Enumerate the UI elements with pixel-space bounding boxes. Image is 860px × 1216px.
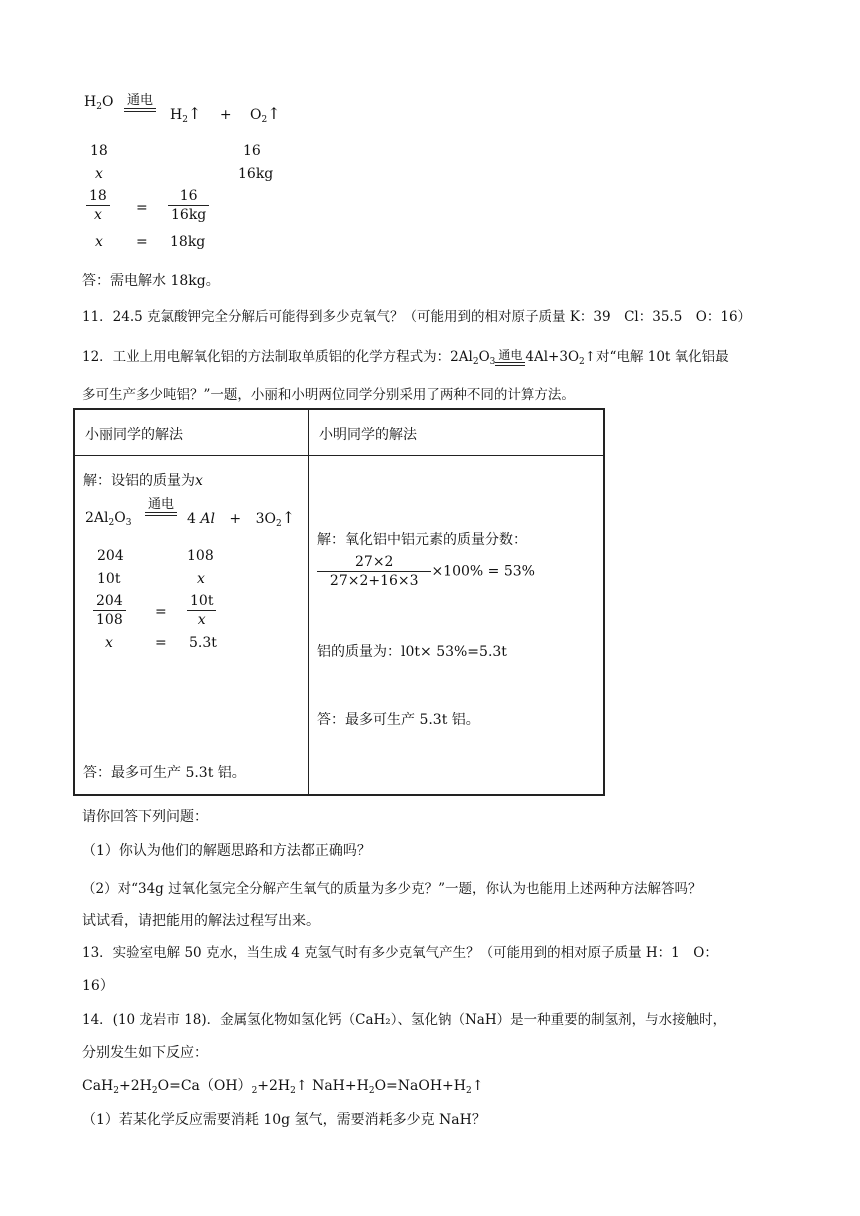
sub-question-2b: 试试看，请把能用的解法过程写出来。 [82, 913, 320, 929]
right-intro: 解：氧化铝中铝元素的质量分数： [317, 531, 527, 548]
question-14-line1: 14．(10 龙岩市 18)．金属氢化物如氢化钙（CaH₂）、氢化钠（NaH）是一种重要的制氢剂，与水接触时， [82, 1012, 727, 1028]
result-eq: = [136, 234, 148, 250]
prompt: 请你回答下列问题： [82, 809, 208, 825]
left-intro: 解：设铝的质量为x [83, 472, 203, 489]
right-mass: 铝的质量为：l0t× 53%=5.3t [317, 643, 507, 660]
left-m2: 108 [187, 547, 214, 564]
question-12-line1: 12．工业上用电解氧化铝的方法制取单质铝的化学方程式为：$2Al_2O_3$ 通电 $4Al+3O_2↑$对“电解 10t 氧化铝最 [82, 348, 729, 367]
question-13-line1: 13．实验室电解 50 克水，当生成 4 克氢气时有多少克氧气产生？（可能用到的相对原子质量 H：1 O： [82, 945, 718, 961]
result-var: x [95, 234, 103, 250]
left-v1: 10t [97, 570, 121, 587]
top-equation [84, 94, 113, 112]
solution-table [73, 408, 605, 796]
left-equation-products: 4 $Al + 3O_2↑$ [187, 507, 296, 529]
left-answer: 答：最多可生产 5.3t 铝。 [83, 764, 246, 781]
var-right: 16kg [238, 166, 274, 182]
left-ratio-eq: = [155, 603, 167, 620]
right-solution [309, 455, 605, 795]
ratio-right: $\frac{16}{16kg}$ [168, 188, 209, 223]
question-14-equations: $CaH_2+2H_2O=Ca(OH)_2+2H_2↑$ $NaH+H_2O=NaOH+H_2↑$ [82, 1078, 484, 1096]
header-right: 小明同学的解法 [309, 409, 605, 455]
question-13-line2: 16） [82, 978, 114, 994]
top-answer: 答：需电解水 18kg。 [82, 273, 220, 289]
mass-right: 16 [243, 143, 261, 159]
eq-products: $H_2↑$ + $O_2↑$ [170, 104, 281, 125]
mass-left: 18 [90, 143, 108, 159]
eq-reactant: $H_2O$ [84, 94, 114, 112]
right-fraction: $\frac{27\times 2}{27\times 2+16\times 3}$ [317, 554, 431, 589]
left-ratio-1: $\frac{204}{108}$ [93, 593, 126, 628]
header-left: 小丽同学的解法 [74, 409, 309, 455]
sub-question-1: （1）你认为他们的解题思路和方法都正确吗？ [82, 843, 371, 859]
left-result-eq: = [155, 634, 167, 651]
left-v2: x [197, 570, 205, 587]
result-val: 18kg [170, 234, 206, 250]
ratio-eq: = [136, 200, 148, 216]
right-formula: $\frac{27\times 2}{27\times 2+16\times 3}$ ×100% = 53% [317, 554, 535, 589]
question-11: 11．24.5 克氯酸钾完全分解后可能得到多少克氧气？（可能用到的相对原子质量 K：39 Cl：35.5 O：16） [82, 309, 752, 325]
ratio-left: $\frac{18}{x}$ [86, 188, 110, 223]
left-eq-condition: 通电 [145, 498, 177, 516]
question-14-sub-1: （1）若某化学反应需要消耗 10g 氢气，需要消耗多少克 NaH？ [82, 1112, 486, 1128]
q12-condition: 通电 [495, 348, 525, 366]
left-solution [74, 455, 309, 795]
left-ratio-2: $\frac{10t}{x}$ [187, 593, 216, 628]
question-12-line2: 多可生产多少吨铝？”一题，小丽和小明两位同学分别采用了两种不同的计算方法。 [82, 387, 575, 403]
left-equation-reactant: $2Al_2O_3$ [85, 509, 132, 528]
question-14-line2: 分别发生如下反应： [82, 1045, 208, 1061]
left-result-var: x [105, 634, 113, 651]
left-m1: 204 [97, 547, 124, 564]
sub-question-2: （2）对“34g 过氧化氢完全分解产生氧气的质量为多少克？”一题，你认为也能用上述两种方法解答吗？ [82, 881, 702, 897]
left-result-val: 5.3t [189, 634, 217, 651]
eq-condition: 通电 [124, 94, 156, 112]
right-answer: 答：最多可生产 5.3t 铝。 [317, 711, 480, 728]
var-left: x [95, 166, 103, 182]
